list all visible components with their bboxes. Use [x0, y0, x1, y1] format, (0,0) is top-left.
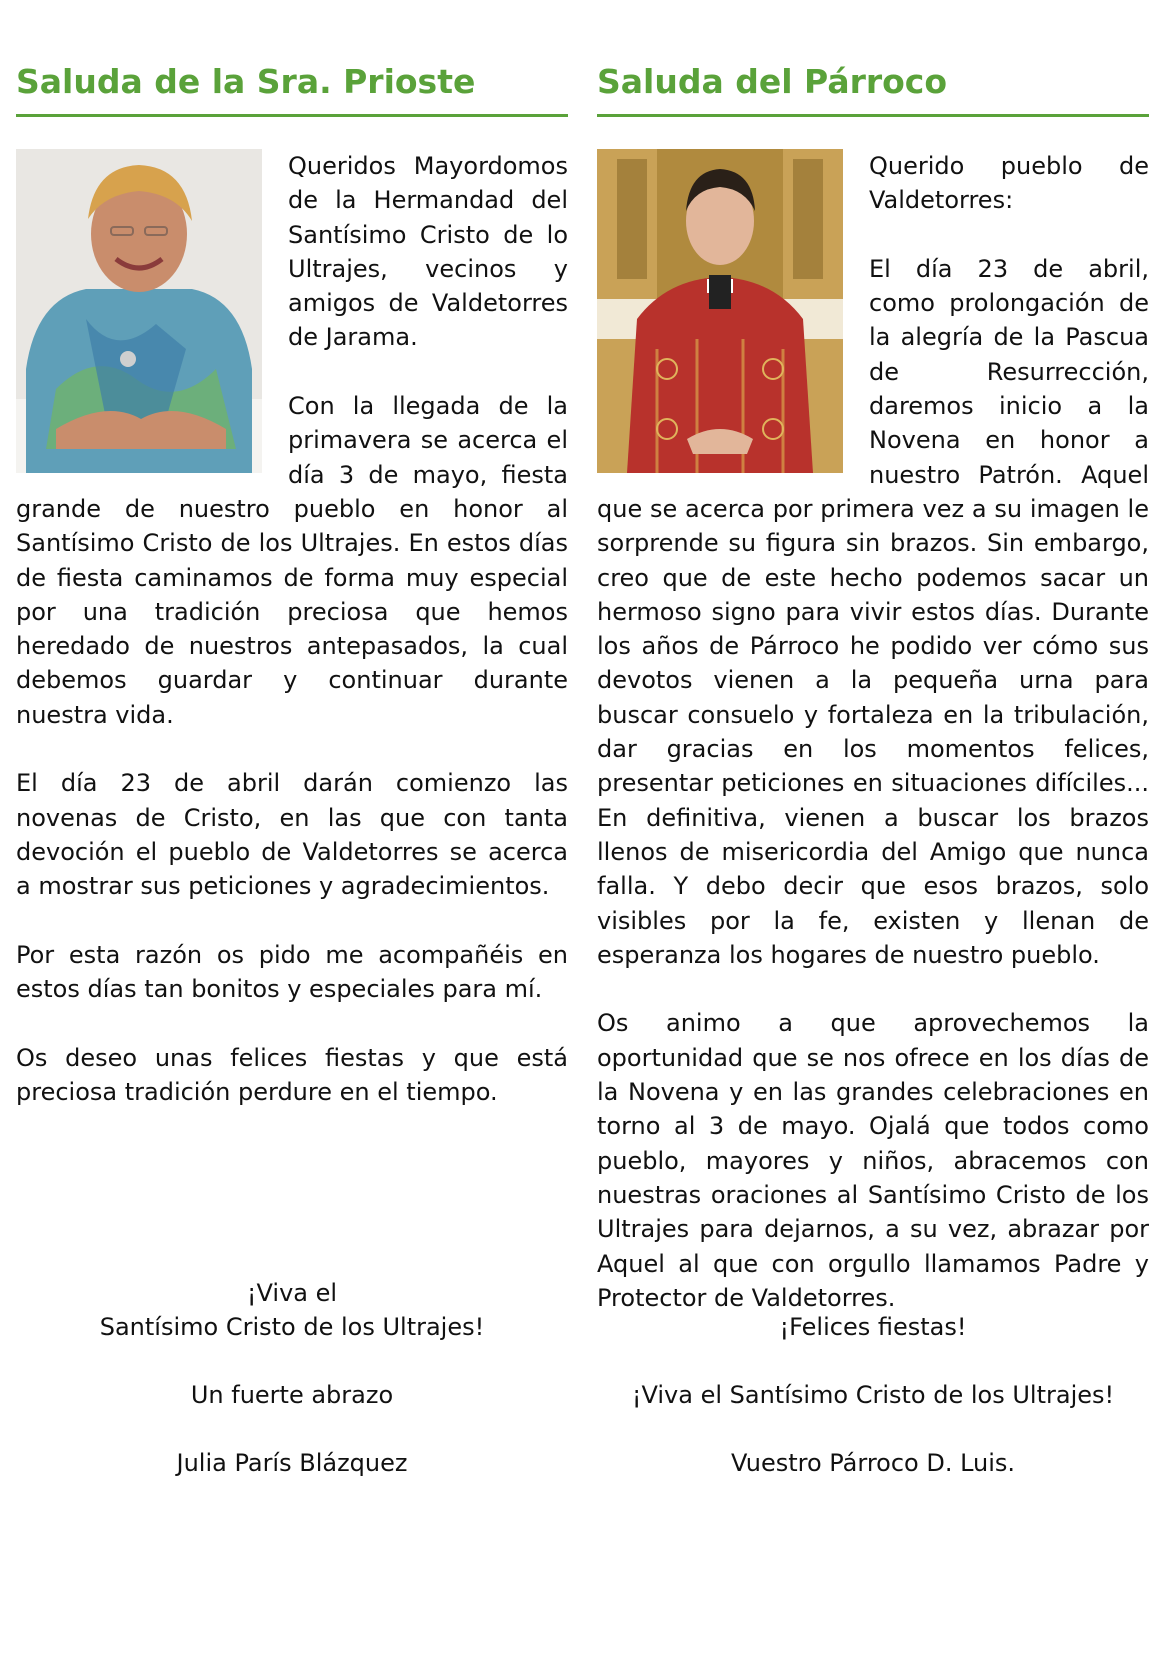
- parroco-closing: [597, 1310, 1149, 1480]
- prioste-paragraph-1: Con la llegada de la primavera se acerca el día 3 de mayo, fiesta grande de nuestro pueblo en honor al Santísimo Cristo de los Ultrajes. En estos días de fiesta caminamos de forma muy especial por una tradición preciosa que hemos heredado de nuestros antepasados, la cual debemos guardar y continuar durante nuestra vida.: [16, 392, 568, 729]
- prioste-closing-line2: Santísimo Cristo de los Ultrajes!: [99, 1313, 485, 1341]
- parroco-title: Saluda del Párroco: [597, 60, 1149, 117]
- parroco-closing-line1: ¡Felices fiestas!: [779, 1313, 967, 1341]
- parroco-paragraph-1: El día 23 de abril, como prolongación de la alegría de la Pascua de Resurrección, daremos inicio a la Novena en honor a nuestro Patrón. Aquel que se acerca por primera vez a su imagen le sorprende su figura sin brazos. Sin embargo, creo que de este hecho podemos sacar un hermoso signo para vivir estos días. Durante los años de Párroco he podido ver cómo sus devotos vienen a la pequeña urna para buscar consuelo y fortaleza en la tribulación, dar gracias en los momentos felices, presentar peticiones en situaciones difíciles... En definitiva, vienen a buscar los brazos llenos de misericordia del Amigo que nunca falla. Y debo decir que esos brazos, solo visibles por la fe, existen y llenan de esperanza los hogares de nuestro pueblo.: [597, 254, 1149, 969]
- parroco-closing-line2: ¡Viva el Santísimo Cristo de los Ultrajes!: [631, 1381, 1115, 1409]
- parroco-greeting: Querido pueblo de Valdetorres:: [869, 152, 1149, 215]
- prioste-title: Saluda de la Sra. Prioste: [16, 60, 568, 117]
- parroco-paragraph-2: Os animo a que aprovechemos la oportunidad que se nos ofrece en los días de la Novena y en las grandes celebraciones en torno al 3 de mayo. Ojalá que todos como pueblo, mayores y niños, abracemos con nuestras oraciones al Santísimo Cristo de los Ultrajes para dejarnos, a su vez, abrazar por Aquel al que con orgullo llamamos Padre y Protector de Valdetorres.: [597, 1009, 1149, 1312]
- prioste-paragraph-2: El día 23 de abril darán comienzo las novenas de Cristo, en las que con tanta devoción el pueblo de Valdetorres se acerca a mostrar sus peticiones y agradecimientos.: [16, 769, 568, 901]
- prioste-paragraph-3: Por esta razón os pido me acompañéis en estos días tan bonitos y especiales para mí.: [16, 940, 568, 1004]
- prioste-intro: Queridos Mayordomos de la Hermandad del Santísimo Cristo de lo Ultrajes, vecinos y amigos de Valdetorres de Jarama.: [288, 152, 568, 352]
- prioste-closing-line3: Un fuerte abrazo: [190, 1381, 394, 1409]
- prioste-paragraph-4: Os deseo unas felices fiestas y que está preciosa tradición perdure en el tiempo.: [16, 1043, 568, 1107]
- prioste-closing: [16, 1276, 568, 1480]
- prioste-closing-line1: ¡Viva el: [246, 1279, 338, 1307]
- parroco-body: [597, 149, 1149, 1315]
- prioste-photo: [16, 149, 262, 473]
- prioste-body: [16, 149, 568, 1109]
- parroco-column: [597, 60, 1149, 1349]
- prioste-signature: Julia París Blázquez: [176, 1449, 408, 1477]
- prioste-column: [16, 60, 568, 1144]
- parroco-photo: [597, 149, 843, 473]
- parroco-signature: Vuestro Párroco D. Luis.: [730, 1449, 1016, 1477]
